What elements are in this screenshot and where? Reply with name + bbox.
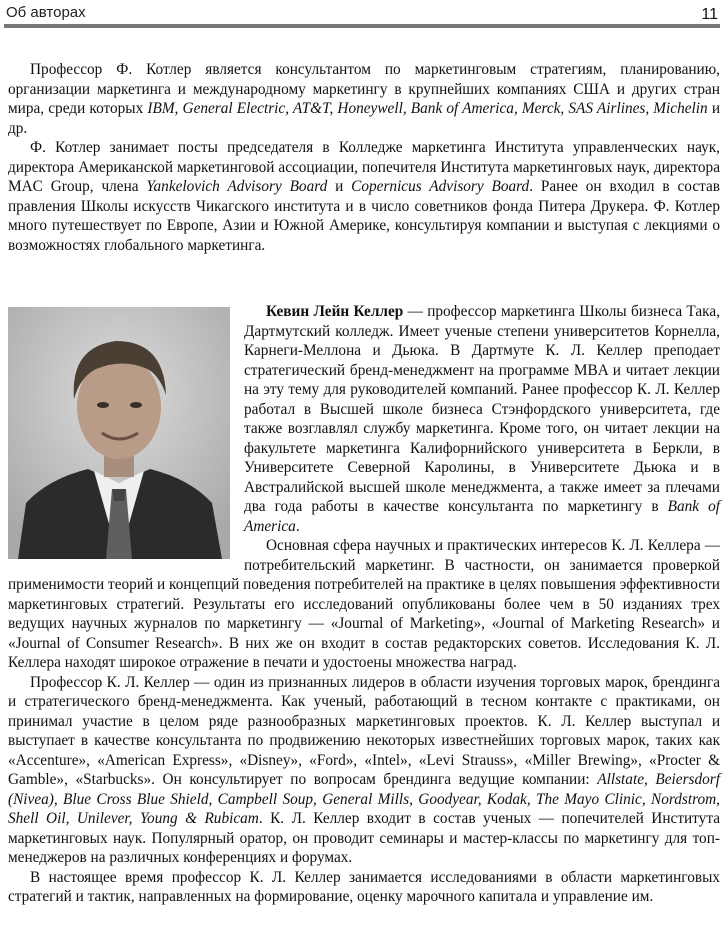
keller-paragraph-2: Основная сфера научных и практических интересов К. Л. Келлера — потребительский маркетинг. В частности, он занимается проверкой применимости теорий и концепций поведения потребителей на практике в целях повышения эффективности маркетинговых стратегий. Результаты его исследований опубликованы более чем в 50 изданиях трех ведущих научных журналов по маркетингу — «Journal of Marketing», «Journal of Marketing Research» и «Journal of Consumer Research». В них же он входит в состав редакторских советов. Исследования К. Л. Келлера находят широкое отражение в печати и удостоены множества наград. [8, 537, 720, 671]
section-title: Об авторах [6, 4, 86, 21]
keller-paragraph-3: Профессор К. Л. Келлер — один из признанных лидеров в области изучения торговых марок, брендинга и стратегического бренд-менеджмента. Как ученый, работающий в тесном контакте с практиками, он принимал участие в целом ряде разнообразных маркетинговых проектов. К. Л. Келлер выступал и выступает в качестве консультанта по продвижению некоторых известнейших торговых марок, таких как «Accenture», «American Express», «Disney», «Ford», «Intel», «Levi Strauss», «Miller Brewing», «Procter & Gamble», «Starbucks». Он консультирует по вопросам брендинга ведущие компании: Allstate, Beiersdorf (Nivea), Blue Cross Blue Shield, Campbell Soup, General Mills, Goodyear, Kodak, The Mayo Clinic, Nordstrom, Shell Oil, Unilever, Young & Rubicam. К. Л. Келлер входит в состав ученых — попечителей Института маркетинговых наук. Популярный оратор, он проводит семинары и мастер-классы по маркетингу для топ-менеджеров на различных конференциях и форумах. [8, 673, 720, 866]
keller-paragraph-4: В настоящее время профессор К. Л. Келлер занимается исследованиями в области маркетинговых стратегий и тактик, направленных на формирование, оценку марочного капитала и управление им. [8, 868, 720, 905]
keller-name: Кевин Лейн Келлер [266, 303, 404, 320]
kotler-section [8, 60, 720, 255]
running-header [4, 0, 720, 28]
page-number: 11 [701, 6, 718, 23]
kotler-paragraph-1: Профессор Ф. Котлер является консультантом по маркетинговым стратегиям, планированию, организации маркетинга и международному маркетингу в крупнейших компаниях США и других стран мира, среди которых IBM, General Electric, AT&T, Honeywell, Bank of America, Merck, SAS Airlines, Michelin и др. [8, 61, 721, 137]
keller-paragraph-1: Кевин Лейн Келлер — профессор маркетинга Школы бизнеса Така, Дартмутский колледж. Имеет ученые степени университетов Корнелла, Карнеги-Меллона и Дьюка. В Дартмуте К. Л. Келлер преподает стратегический бренд-менеджмент на программе MBA и читает лекции на эту тему для руководителей компаний. Ранее профессор К. Л. Келлер работал в Высшей школе бизнеса Стэнфордского университета, где также возглавлял службу маркетинга. Кроме того, он читает лекции на факультете маркетинга Калифорнийского университета в Беркли, в Университете Северной Каролины, в Университете Дьюка и в Австралийской высшей школе менеджмента, а также имеет за плечами два года работы в качестве консультанта по маркетингу в Bank of America. [244, 303, 720, 535]
kotler-paragraph-2: Ф. Котлер занимает посты председателя в Колледже маркетинга Института управленческих наук, директора Американской маркетинговой ассоциации, попечителя Института маркетинговых наук, директора MAC Group, члена Yankelovich Advisory Board и Copernicus Advisory Board. Ранее он входил в состав правления Школы искусств Чикагского института и в число советников фонда Питера Друкера. Ф. Котлер много путешествует по Европе, Азии и Южной Америке, консультируя компании и выступая с лекциями о возможностях глобального маркетинга. [8, 139, 720, 254]
keller-portrait-photo [8, 307, 230, 559]
keller-section [8, 302, 720, 907]
